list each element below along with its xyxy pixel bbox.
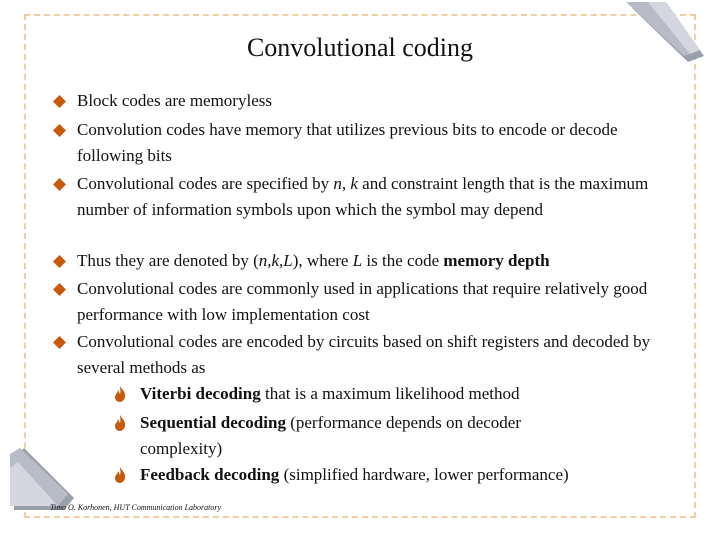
sub-bullet-text bbox=[140, 410, 600, 461]
method-name: Viterbi decoding bbox=[140, 384, 261, 403]
bullet-text bbox=[77, 171, 667, 222]
symbol-n: n bbox=[333, 174, 342, 193]
flame-bullet-icon bbox=[114, 415, 126, 431]
diamond-bullet-icon bbox=[53, 178, 66, 191]
bullet-text: Convolutional codes are encoded by circuits based on shift registers and decoded by several methods as bbox=[77, 332, 651, 377]
method-description: (simplified hardware, lower performance) bbox=[279, 465, 569, 484]
diamond-bullet-icon bbox=[53, 336, 66, 349]
method-description: (performance depends on decoder complexity) bbox=[140, 413, 522, 458]
sub-bullet-text bbox=[140, 462, 680, 488]
bullet-text: Convolutional codes are commonly used in applications that require relatively good performance with low implementation cost bbox=[77, 279, 648, 324]
symbol-k: k bbox=[350, 174, 358, 193]
method-name: Sequential decoding bbox=[140, 413, 286, 432]
notation-nkl: n,k,L bbox=[258, 251, 293, 270]
bullet-text: Convolution codes have memory that utilizes previous bits to encode or decode following bits bbox=[77, 120, 618, 165]
flame-bullet-icon bbox=[114, 467, 126, 483]
bullet-text-part: is the code bbox=[362, 251, 444, 270]
diamond-bullet-icon bbox=[53, 124, 66, 137]
diamond-bullet-icon bbox=[53, 283, 66, 296]
bullet-text bbox=[77, 248, 667, 274]
method-description: that is a maximum likelihood method bbox=[260, 384, 520, 403]
emphasis-memory-depth: memory depth bbox=[443, 251, 550, 270]
diamond-bullet-icon bbox=[53, 95, 66, 108]
symbol-l: L bbox=[352, 251, 363, 270]
slide-title: Convolutional coding bbox=[246, 33, 474, 62]
bullet-text-part: and constraint length that is the maximum number of information symbols upon which the symbol may depend bbox=[77, 174, 649, 219]
sub-bullet-text bbox=[140, 381, 680, 407]
flame-bullet-icon bbox=[114, 386, 126, 402]
bullet-text-part: Convolutional codes are specified by bbox=[77, 174, 334, 193]
bullet-text-part: , bbox=[341, 174, 351, 193]
method-name: Feedback decoding bbox=[140, 465, 280, 484]
bullet-text: Block codes are memoryless bbox=[77, 91, 272, 110]
slide-footer: Timo O. Korhonen, HUT Communication Laboratory bbox=[50, 503, 222, 512]
diamond-bullet-icon bbox=[53, 255, 66, 268]
bullet-text-part: Thus they are denoted by ( bbox=[77, 251, 259, 270]
bullet-text-part: ), where bbox=[292, 251, 353, 270]
